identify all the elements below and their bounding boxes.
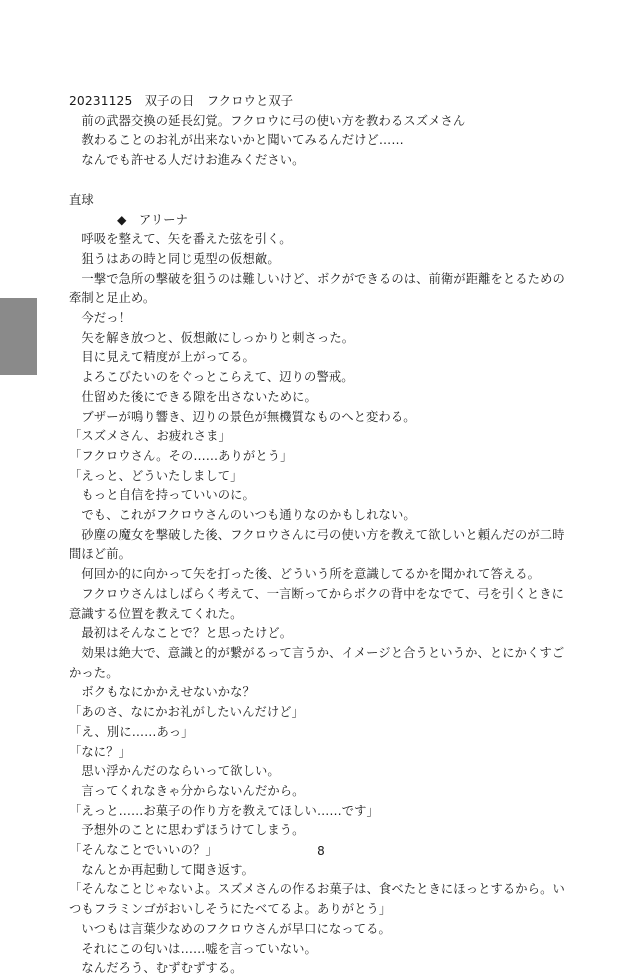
body-line: 「あのさ、なにかお礼がしたいんだけど」 [69, 705, 305, 720]
body-line: 何回か的に向かって矢を打った後、どういう所を意識してるかを聞かれて答える。 [69, 567, 541, 582]
intro-line: 前の武器交換の延長幻覚。フクロウに弓の使い方を教わるスズメさん [69, 113, 466, 128]
body-line: いつもは言葉少なめのフクロウさんが早口になってる。 [69, 921, 391, 936]
body-line: 狙うはあの時と同じ兎型の仮想敵。 [69, 251, 280, 266]
body-line: 「フクロウさん。その……ありがとう」 [69, 448, 293, 463]
body-line: つもフラミンゴがおいしそうにたべてるよ。ありがとう」 [69, 902, 392, 917]
body-line: もっと自信を持っていいのに。 [69, 488, 255, 503]
body-line: 「えっと……お菓子の作り方を教えてほしい……です」 [69, 803, 379, 818]
body-line: 仕留めた後にできる隙を出さないために。 [69, 389, 317, 404]
body-line: フクロウさんはしばらく考えて、一言断ってからボクの背中をなでて、弓を引くときに [69, 586, 565, 601]
body-line: 今だっ！ [69, 311, 131, 326]
intro-line: なんでも許せる人だけお進みください。 [69, 153, 305, 168]
body-line: かった。 [69, 665, 119, 680]
body-line: 最初はそんなことで？と思ったけど。 [69, 626, 293, 641]
body-line: 「そんなことじゃないよ。スズメさんの作るお菓子は、食べたときにほっとするから。い [69, 882, 565, 897]
body-line: ボクもなにかかえせないかな？ [69, 685, 255, 700]
body-line: なんとか再起動して聞き返す。 [69, 862, 254, 877]
body-line: それにこの匂いは……嘘を言っていない。 [69, 941, 317, 956]
intro-line: 教わることのお礼が出来ないかと聞いてみるんだけど…… [69, 133, 404, 148]
body-line: 呼吸を整えて、矢を番えた弦を引く。 [69, 232, 292, 247]
body-line: 「スズメさん、お疲れさま」 [69, 429, 231, 444]
title-line: 20231125 双子の日 フクロウと双子 [69, 94, 294, 108]
body-line: 「そんなことでいいの？」 [69, 843, 218, 858]
body-line: 牽制と足止め。 [69, 291, 156, 306]
body-line: ブザーが鳴り響き、辺りの景色が無機質なものへと変わる。 [69, 409, 416, 424]
scene-marker: ◆ アリーナ [117, 212, 189, 227]
section-label: 直球 [69, 192, 94, 207]
body-line: 「なに？」 [69, 744, 131, 759]
page-number: 8 [317, 844, 325, 858]
thumb-index-tab [0, 298, 37, 375]
body-line: 予想外のことに思わずほうけてしまう。 [69, 823, 305, 838]
body-line: 「えっと、どういたしまして」 [69, 468, 243, 483]
body-line: 「え、別に……あっ」 [69, 724, 194, 739]
body-line: でも、これがフクロウさんのいつも通りなのかもしれない。 [69, 508, 416, 523]
body-line: 矢を解き放つと、仮想敵にしっかりと刺さった。 [69, 330, 355, 345]
body-line: 意識する位置を教えてくれた。 [69, 606, 243, 621]
body-line: 間ほど前。 [69, 547, 131, 562]
body-line: なんだろう、むずむずする。 [69, 961, 243, 976]
body-line: 目に見えて精度が上がってる。 [69, 350, 255, 365]
blank-line [69, 171, 569, 191]
body-line: 言ってくれなきゃ分からないんだから。 [69, 783, 305, 798]
body-line: 一撃で急所の撃破を狙うのは難しいけど、ボクができるのは、前衛が距離をとるための [69, 271, 565, 286]
body-line: 思い浮かんだのならいって欲しい。 [69, 764, 280, 779]
body-line: 砂塵の魔女を撃破した後、フクロウさんに弓の使い方を教えて欲しいと頼んだのが二時 [69, 527, 565, 542]
body-line: 効果は絶大で、意識と的が繋がるって言うか、イメージと合うというか、とにかくすご [69, 645, 565, 660]
body-line: よろこびたいのをぐっとこらえて、辺りの警戒。 [69, 370, 354, 385]
